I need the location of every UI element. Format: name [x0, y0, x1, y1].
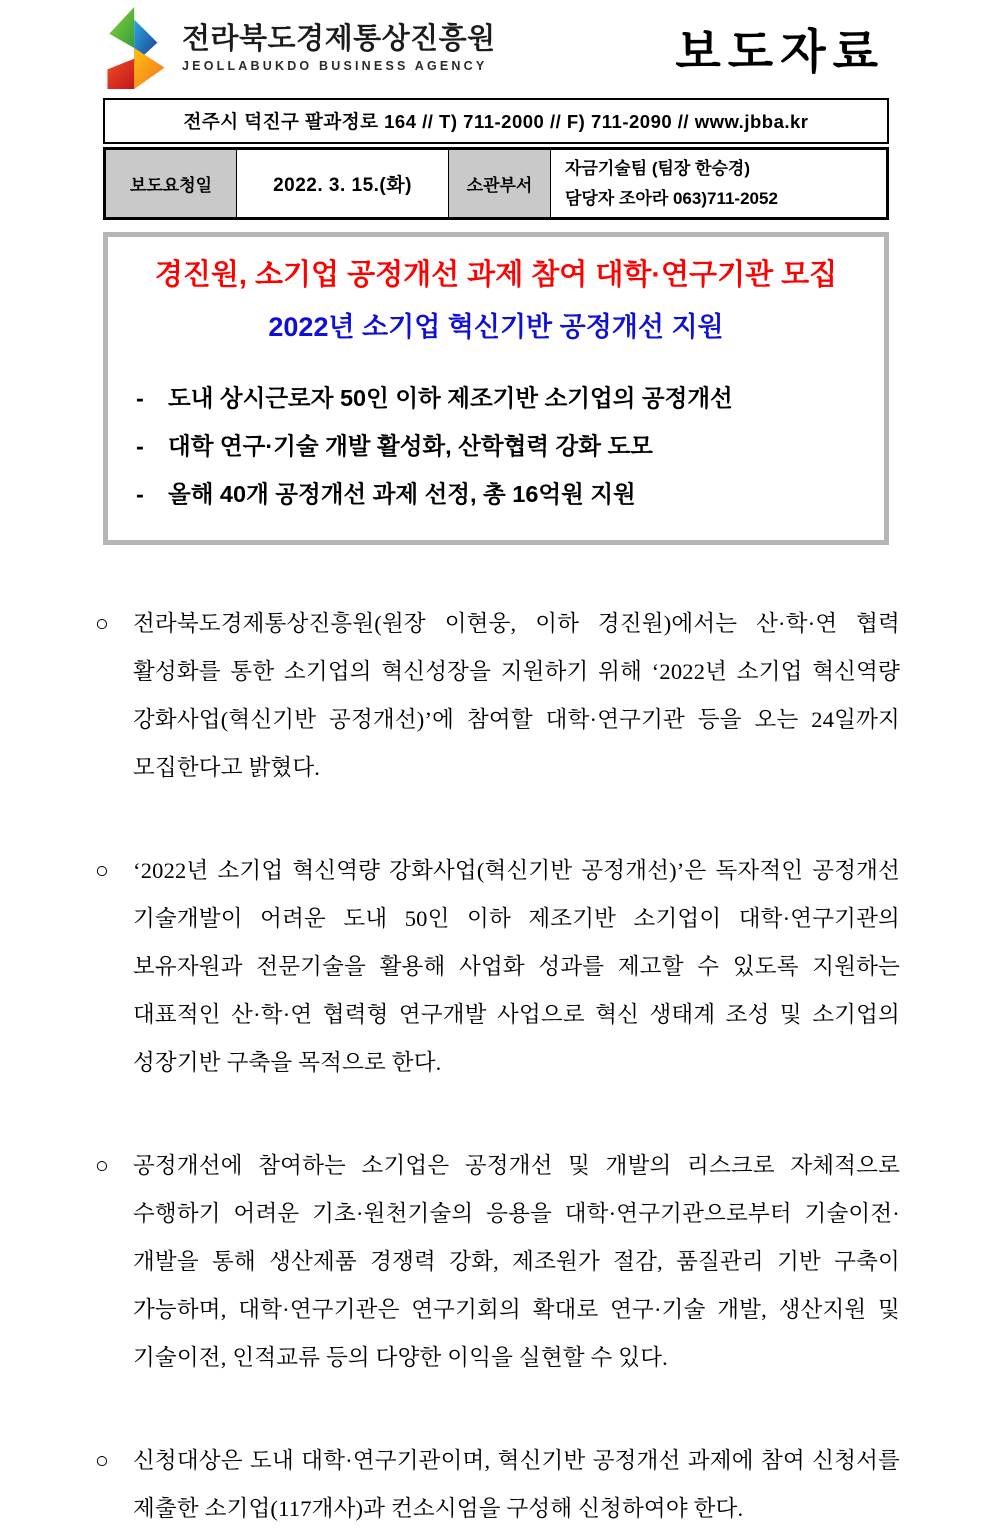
headline-bullet-item [136, 422, 868, 470]
page-header [100, 6, 889, 90]
body-paragraph [95, 847, 900, 1087]
paragraph-text: ‘2022년 소기업 혁신역량 강화사업(혁신기반 공정개선)’은 독자적인 공정개선 기술개발이 어려운 도내 50인 이하 제조기반 소기업이 대학·연구기관의 보유자원과 전문기술을 활용해 사업화 성과를 제고할 수 있도록 지원하는 대표적인 산·학·연 협력형 연구개발 사업으로 혁신 생태계 조성 및 소기업의 성장기반 구축을 목적으로 한다. [133, 858, 900, 1076]
headline-bullet-item [136, 374, 868, 422]
headline-bullet-item [136, 470, 868, 518]
paragraph-circle-marker: ○ [95, 1153, 109, 1179]
bullet-dash-marker: - [136, 433, 144, 460]
agency-logo [100, 7, 496, 89]
bullet-text: 도내 상시근로자 50인 이하 제조기반 소기업의 공정개선 [168, 385, 733, 412]
press-release-body [95, 600, 900, 1533]
bullet-text: 올해 40개 공정개선 과제 선정, 총 16억원 지원 [168, 481, 636, 508]
press-info-row [105, 149, 888, 219]
headline-title: 경진원, 소기업 공정개선 과제 참여 대학·연구기관 모집 [154, 259, 838, 291]
paragraph-circle-marker: ○ [95, 858, 109, 884]
paragraph-circle-marker: ○ [95, 611, 109, 637]
contact-address-bar: 전주시 덕진구 팔과정로 164 // T) 711-2000 // F) 711-2090 // www.jbba.kr [103, 98, 889, 144]
department-value-cell [551, 149, 888, 219]
body-paragraph [95, 1142, 900, 1382]
paragraph-circle-marker: ○ [95, 1448, 109, 1474]
department-label-cell: 소관부서 [449, 149, 551, 219]
headline-bullet-list [136, 374, 868, 518]
paragraph-text: 전라북도경제통상진흥원(원장 이현웅, 이하 경진원)에서는 산·학·연 협력 활성화를 통한 소기업의 혁신성장을 지원하기 위해 ‘2022년 소기업 혁신역량 강화사업(혁신기반 공정개선)’에 참여할 대학·연구기관 등을 오는 24일까지 모집한다고 밝혔다. [133, 611, 900, 781]
request-date-value-cell: 2022. 3. 15.(화) [237, 149, 449, 219]
bullet-dash-marker: - [136, 385, 144, 412]
agency-logo-icon [100, 7, 172, 89]
department-team-line: 자금기술팀 (팀장 한승경) [565, 158, 750, 178]
agency-logo-text [182, 23, 496, 73]
paragraph-text: 공정개선에 참여하는 소기업은 공정개선 및 개발의 리스크로 자체적으로 수행하기 어려운 기초·원천기술의 응용을 대학·연구기관으로부터 기술이전·개발을 통해 생산제품 경쟁력 강화, 제조원가 절감, 품질관리 기반 구축이 가능하며, 대학·연구기관은 연구기회의 확대로 연구·기술 개발, 생산지원 및 기술이전, 인적교류 등의 다양한 이익을 실현할 수 있다. [133, 1153, 900, 1371]
document-type-title: 보도자료 [675, 24, 885, 78]
bullet-dash-marker: - [136, 481, 144, 508]
press-info-table [103, 147, 889, 220]
headline-box [103, 232, 889, 545]
body-paragraph [95, 600, 900, 792]
press-release-page [0, 6, 992, 1522]
bullet-text: 대학 연구·기술 개발 활성화, 산학협력 강화 도모 [168, 433, 653, 460]
request-date-label-cell: 보도요청일 [105, 149, 237, 219]
department-contact-line: 담당자 조아라 063)711-2052 [565, 188, 778, 208]
agency-name-english: JEOLLABUKDO BUSINESS AGENCY [182, 59, 488, 74]
body-paragraph [95, 1437, 900, 1533]
paragraph-text: 신청대상은 도내 대학·연구기관이며, 혁신기반 공정개선 과제에 참여 신청서를 제출한 소기업(117개사)과 컨소시엄을 구성해 신청하여야 한다. [133, 1448, 900, 1522]
agency-name-korean: 전라북도경제통상진흥원 [182, 22, 496, 55]
headline-subtitle: 2022년 소기업 혁신기반 공정개선 지원 [268, 312, 724, 343]
